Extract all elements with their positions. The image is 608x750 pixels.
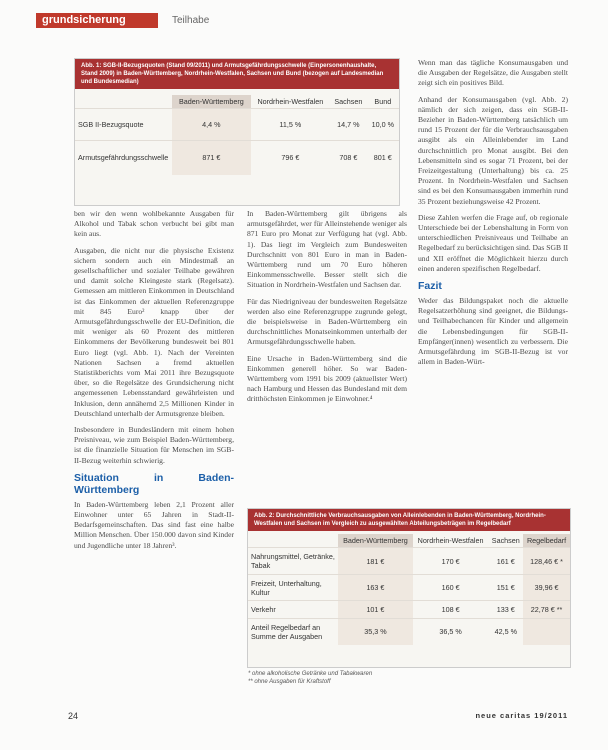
table-row: [248, 601, 570, 619]
table-header-cell: [248, 534, 338, 548]
row-label: Armutsgefährdungsschwelle: [75, 141, 172, 175]
section-heading: Fazit: [418, 280, 442, 293]
footnotes: [248, 670, 372, 686]
table-row: [75, 141, 399, 175]
table-cell: 133 €: [488, 601, 523, 619]
table-cell: 163 €: [338, 575, 413, 601]
table-cell: 36,5 %: [413, 619, 489, 645]
table-cell: 128,46 € *: [523, 548, 570, 575]
table-header-cell: Sachsen: [334, 97, 363, 106]
paragraph: Ausgaben, die nicht nur die physische Existenz sichern sondern auch ein Mindestmaß an gesellschaftlicher und sozialer Teilhabe gewähren und damit solche Kleingeste stark (Regelsatz). Gemessen am mittleren Einkommen in Deutschland ist das Einkommen der aktuellen Referenzgruppe mit 845 Euro² knapp über der Armutsgefährdungsschwelle der EU-Definition, die mit weniger als 60 Prozent des mittleren Einkommens der Bevölkerung bundesweit bei 801 Euro liegt (vgl. Abb. 1). Nach der Vereinten Nationen Sachsen a fremd aktuellen Statistikberichts vom Mai 2011 ihre Bezugsquote über, so die Regelsätze des Grundsicherung nicht angemessenen Lebensstandard gewährleisten und Inklusion, denn annähernd 2,5 Millionen Kinder in Deutschland unterhalb der Armutsgrenze bleiben.: [74, 245, 234, 418]
table-cell: 42,5 %: [488, 619, 523, 645]
table-header-cell: Baden-Württemberg: [338, 534, 413, 548]
row-label: SGB II-Bezugsquote: [75, 109, 172, 141]
table-cell: 151 €: [488, 575, 523, 601]
table-2-caption: Abb. 2: Durchschnittliche Verbrauchsausgaben von Alleinlebenden in Baden-Württemberg, Nordrhein-Westfalen und Sachsen im Vergleich zu ausgewählten Abteilungsbeträgen im Regelbedarf: [248, 509, 570, 531]
table-cell: 22,78 € **: [523, 601, 570, 619]
section-heading: Situation in Baden-Württemberg: [74, 471, 234, 496]
journal-name: neue caritas 19/2011: [475, 711, 568, 720]
table-row: [248, 575, 570, 601]
table-1: [74, 58, 400, 206]
table-cell: 14,7 %: [330, 109, 366, 141]
table-cell: 11,5 %: [251, 109, 331, 141]
paragraph: Wenn man das tägliche Konsumausgaben und die Ausgaben der Regelsätze, die Ausgaben stellt zeigt sich ein positives Bild.: [418, 58, 568, 88]
table-header-row: [248, 534, 570, 548]
table-cell: 161 €: [488, 548, 523, 575]
table-row: [248, 619, 570, 645]
table-cell: 35,3 %: [338, 619, 413, 645]
row-label: Verkehr: [248, 601, 338, 619]
table-row: [75, 109, 399, 141]
table-cell: 108 €: [413, 601, 489, 619]
table-row: [248, 548, 570, 575]
table-header-cell: Nordrhein-Westfalen: [257, 97, 324, 106]
paragraph: In Baden-Württemberg gilt übrigens als armutsgefährdet, wer für Alleinstehende weniger als 871 Euro pro Monat zur Verfügung hat (vgl. Abb. 1). Das liegt im Vergleich zum Bundesweiten Durchschnitt von 801 Euro in man in Baden-Württemberg rund um 70 Euro höheren Einkommensschwelle. Besser stellt sich die Situation in Nordrhein-Westfalen und Sachsen dar.: [247, 209, 407, 290]
paragraph: Anhand der Konsumausgaben (vgl. Abb. 2) nämlich der sich zeigen, dass ein SGB-II-Bezieher in Baden-Württemberg tatsächlich um rund 15 Prozent der für die Verbrauchsausgaben ausgibt als ein Alleinlebender im Land durchschnittlich pro Monat ausgibt. Bei den Lebensmitteln sind es sogar 71 Prozent, bei der Freizeitgestaltung (Unterhaltung) bis ca. 25 Prozent. In Nordrhein-Westfalen und Sachsen sind es bei den Konsumausgaben immerhin rund 35 Prozent beziehungsweise 42 Prozent.: [418, 94, 568, 206]
paragraph: Weder das Bildungspaket noch die aktuelle Regelsatzerhöhung sind geeignet, die Bildungs- und Teilhabechancen für Kinder und allgemein die Lebensbedingungen für SGB-II-Empfänger(innen) wesentlich zu verbessern. Die Armutsgefährdung im SGB-II-Bezug ist vor allem in Baden-Würt-: [418, 296, 568, 367]
table-cell: 801 €: [367, 141, 399, 175]
paragraph: Insbesondere in Bundesländern mit einem hohen Preisniveau, wie zum Beispiel Baden-Württemberg, ist die finanzielle Situation für Menschen im SGB-II-Bezug weiterhin schwierig.: [74, 425, 234, 465]
paragraph: Für das Niedrigniveau der bundesweiten Regelsätze werden also eine Referenzgruppe zugrunde gelegt, die beispielsweise in Baden-Württemberg ein durchschnittliches Monatseinkommen unterhalb der Armutsgefährdungsschwelle haben.: [247, 296, 407, 347]
footnote: ** ohne Ausgaben für Kraftstoff: [248, 679, 331, 685]
table-1-caption: Abb. 1: SGB-II-Bezugsquoten (Stand 09/2011) und Armutsgefährdungsschwelle (Einpersonenhaushalte, Stand 2009) in Baden-Württemberg, Nordrhein-Westfalen, Sachsen und Bund (bezogen auf Landesmedian und Bundesmedian): [75, 59, 399, 89]
row-label: Anteil Regelbedarf an Summe der Ausgaben: [248, 619, 338, 645]
table-cell: [523, 619, 570, 645]
table-2: [247, 508, 571, 668]
column-3: [418, 58, 568, 373]
paragraph: Diese Zahlen werfen die Frage auf, ob regionale Unterschiede bei der Lebenshaltung in Form von unterschiedlichen Preisniveaus und Teilhabe an Regelbedarf zu berücksichtigen sind. Das SGB II und XII eröffnet die Möglichkeit hierzu durch einen anderen spezifischen Regelbedarf.: [418, 212, 568, 273]
paragraph: In Baden-Württemberg leben 2,1 Prozent aller Einwohner unter 65 Jahren in Stadt-II-Bedarfsgemeinschaften. Das sind fast eine halbe Million Menschen. Über 150.000 davon sind Kinder und Jugendliche unter 18 Jahren³.: [74, 499, 234, 550]
table-header-cell: Bund: [374, 97, 392, 106]
table-cell: 101 €: [338, 601, 413, 619]
table-cell: 10,0 %: [367, 109, 399, 141]
table-header-cell: Baden-Württemberg: [172, 95, 250, 109]
table-cell: 181 €: [338, 548, 413, 575]
table-cell: 796 €: [251, 141, 331, 175]
table-header-row: [75, 95, 399, 109]
row-label: Freizeit, Unterhaltung, Kultur: [248, 575, 338, 601]
header-bar: [36, 13, 209, 28]
column-1: [74, 209, 234, 557]
table-2-grid: [248, 534, 570, 645]
paragraph: ben wir den wenn wohlbekannte Ausgaben für Alkohol und Tabak schon verbucht bei gibt man kein aus.: [74, 209, 234, 239]
section-tag: grundsicherung: [36, 13, 158, 28]
table-cell: 39,96 €: [523, 575, 570, 601]
row-label: Nahrungsmittel, Getränke, Tabak: [248, 548, 338, 575]
table-cell: 4,4 %: [172, 109, 250, 141]
paragraph: Eine Ursache in Baden-Württemberg sind die Einkommen generell höher. So war Baden-Württemberg vom 1991 bis 2009 (aktuellster Wert) nach Hamburg und Hessen das Bundesland mit dem dritthöchsten Einkommen je Einwohner.⁴: [247, 353, 407, 404]
table-cell: 708 €: [330, 141, 366, 175]
table-header-cell: [75, 95, 172, 109]
table-cell: 170 €: [413, 548, 489, 575]
table-header-cell: Regelbedarf: [523, 534, 570, 548]
table-header-cell: Sachsen: [491, 536, 520, 545]
footnote: * ohne alkoholische Getränke und Tabakwaren: [248, 671, 373, 677]
column-2: [247, 209, 407, 411]
table-cell: 871 €: [172, 141, 250, 175]
table-cell: 160 €: [413, 575, 489, 601]
page-number: 24: [68, 711, 79, 721]
table-header-cell: Nordrhein-Westfalen: [417, 536, 484, 545]
table-1-grid: [75, 95, 399, 175]
section-subtitle: Teilhabe: [172, 15, 210, 26]
